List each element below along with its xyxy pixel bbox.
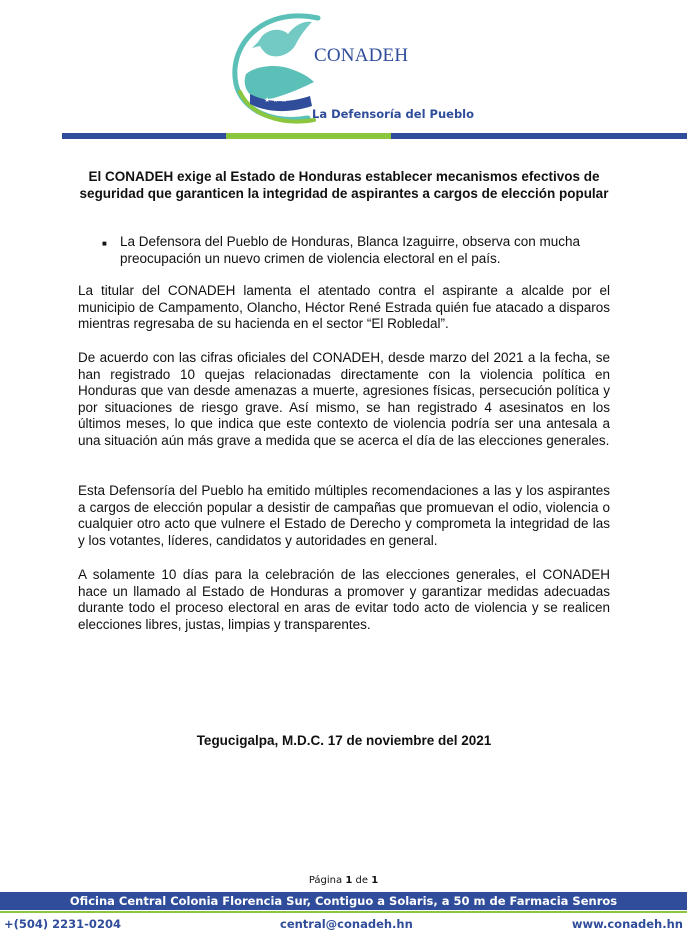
header-bar-green-segment <box>226 133 391 139</box>
bullet-list <box>100 234 610 267</box>
hand-icon <box>245 66 314 99</box>
logo-tagline: La Defensoría del Pueblo <box>312 107 475 121</box>
page-label: Página <box>308 875 343 886</box>
header-bar-blue-segment <box>62 133 226 139</box>
square-bullet-icon: ■ <box>102 239 107 248</box>
footer-phone: +(504) 2231-0204 <box>4 917 121 931</box>
place-date: Tegucigalpa, M.D.C. 17 de noviembre del 2021 <box>196 733 492 748</box>
footer-address-bar <box>0 892 687 910</box>
page-current: 1 <box>345 875 353 886</box>
paragraph-1: La titular del CONADEH lamenta el atentado contra el aspirante a alcalde por el municipio de Campamento, Olancho, Héctor René Estrada quién fue atacado a disparos mientras regresaba de su hacienda en el sector “El Robledal”. <box>78 283 610 331</box>
footer-website: www.conadeh.hn <box>571 917 683 931</box>
header-bar-blue-segment-right <box>391 133 687 139</box>
page-of: de <box>355 875 368 886</box>
logo-name: CONADEH <box>314 45 409 66</box>
conadeh-logo <box>222 6 502 130</box>
page-total: 1 <box>371 875 379 886</box>
contact-row <box>4 917 683 931</box>
paragraph-4: A solamente 10 días para la celebración de las elecciones generales, el CONADEH hace un llamado al Estado de Honduras a promover y garantizar medidas adecuadas durante todo el proceso electoral en aras de evitar todo acto de violencia y se realicen elecciones libres, justas, limpias y transparentes. <box>78 567 610 632</box>
page-number <box>0 875 687 886</box>
header-color-bar <box>62 133 687 139</box>
footer-email: central@conadeh.hn <box>280 917 413 931</box>
paragraph-2: De acuerdo con las cifras oficiales del CONADEH, desde marzo del 2021 a la fecha, se han registrado 10 quejas relacionadas directamente con la violencia política en Honduras que van desde amenazas a muerte, agresiones físicas, persecución política y por situaciones de riesgo grave. Así mismo, se han registrado 4 asesinatos en los últimos meses, lo que indica que este contexto de violencia podría ser una antesala a una situación aún más grave a medida que se acerca el día de las elecciones generales. <box>78 350 610 448</box>
bullet-text: La Defensora del Pueblo de Honduras, Blanca Izaguirre, observa con mucha preocupación un nuevo crimen de violencia electoral en el país. <box>120 234 581 266</box>
bullet-item <box>100 234 610 267</box>
document-title: El CONADEH exige al Estado de Honduras establecer mecanismos efectivos de seguridad que garanticen la integridad de aspirantes a cargos de elección popular <box>79 169 609 201</box>
footer-green-rule <box>0 911 687 913</box>
footer-address: Oficina Central Colonia Florencia Sur, Contiguo a Solaris, a 50 m de Farmacia Senros <box>69 894 618 908</box>
paragraph-3: Esta Defensoría del Pueblo ha emitido múltiples recomendaciones a las y los aspirantes a cargos de elección popular a desistir de campañas que promuevan el odio, violencia o cualquier otro acto que vulnere el Estado de Derecho y comprometa la integridad de las y los votantes, líderes, candidatos y autoridades en general. <box>78 483 610 548</box>
flag-stars: ★ ★ ★ <box>264 96 288 104</box>
